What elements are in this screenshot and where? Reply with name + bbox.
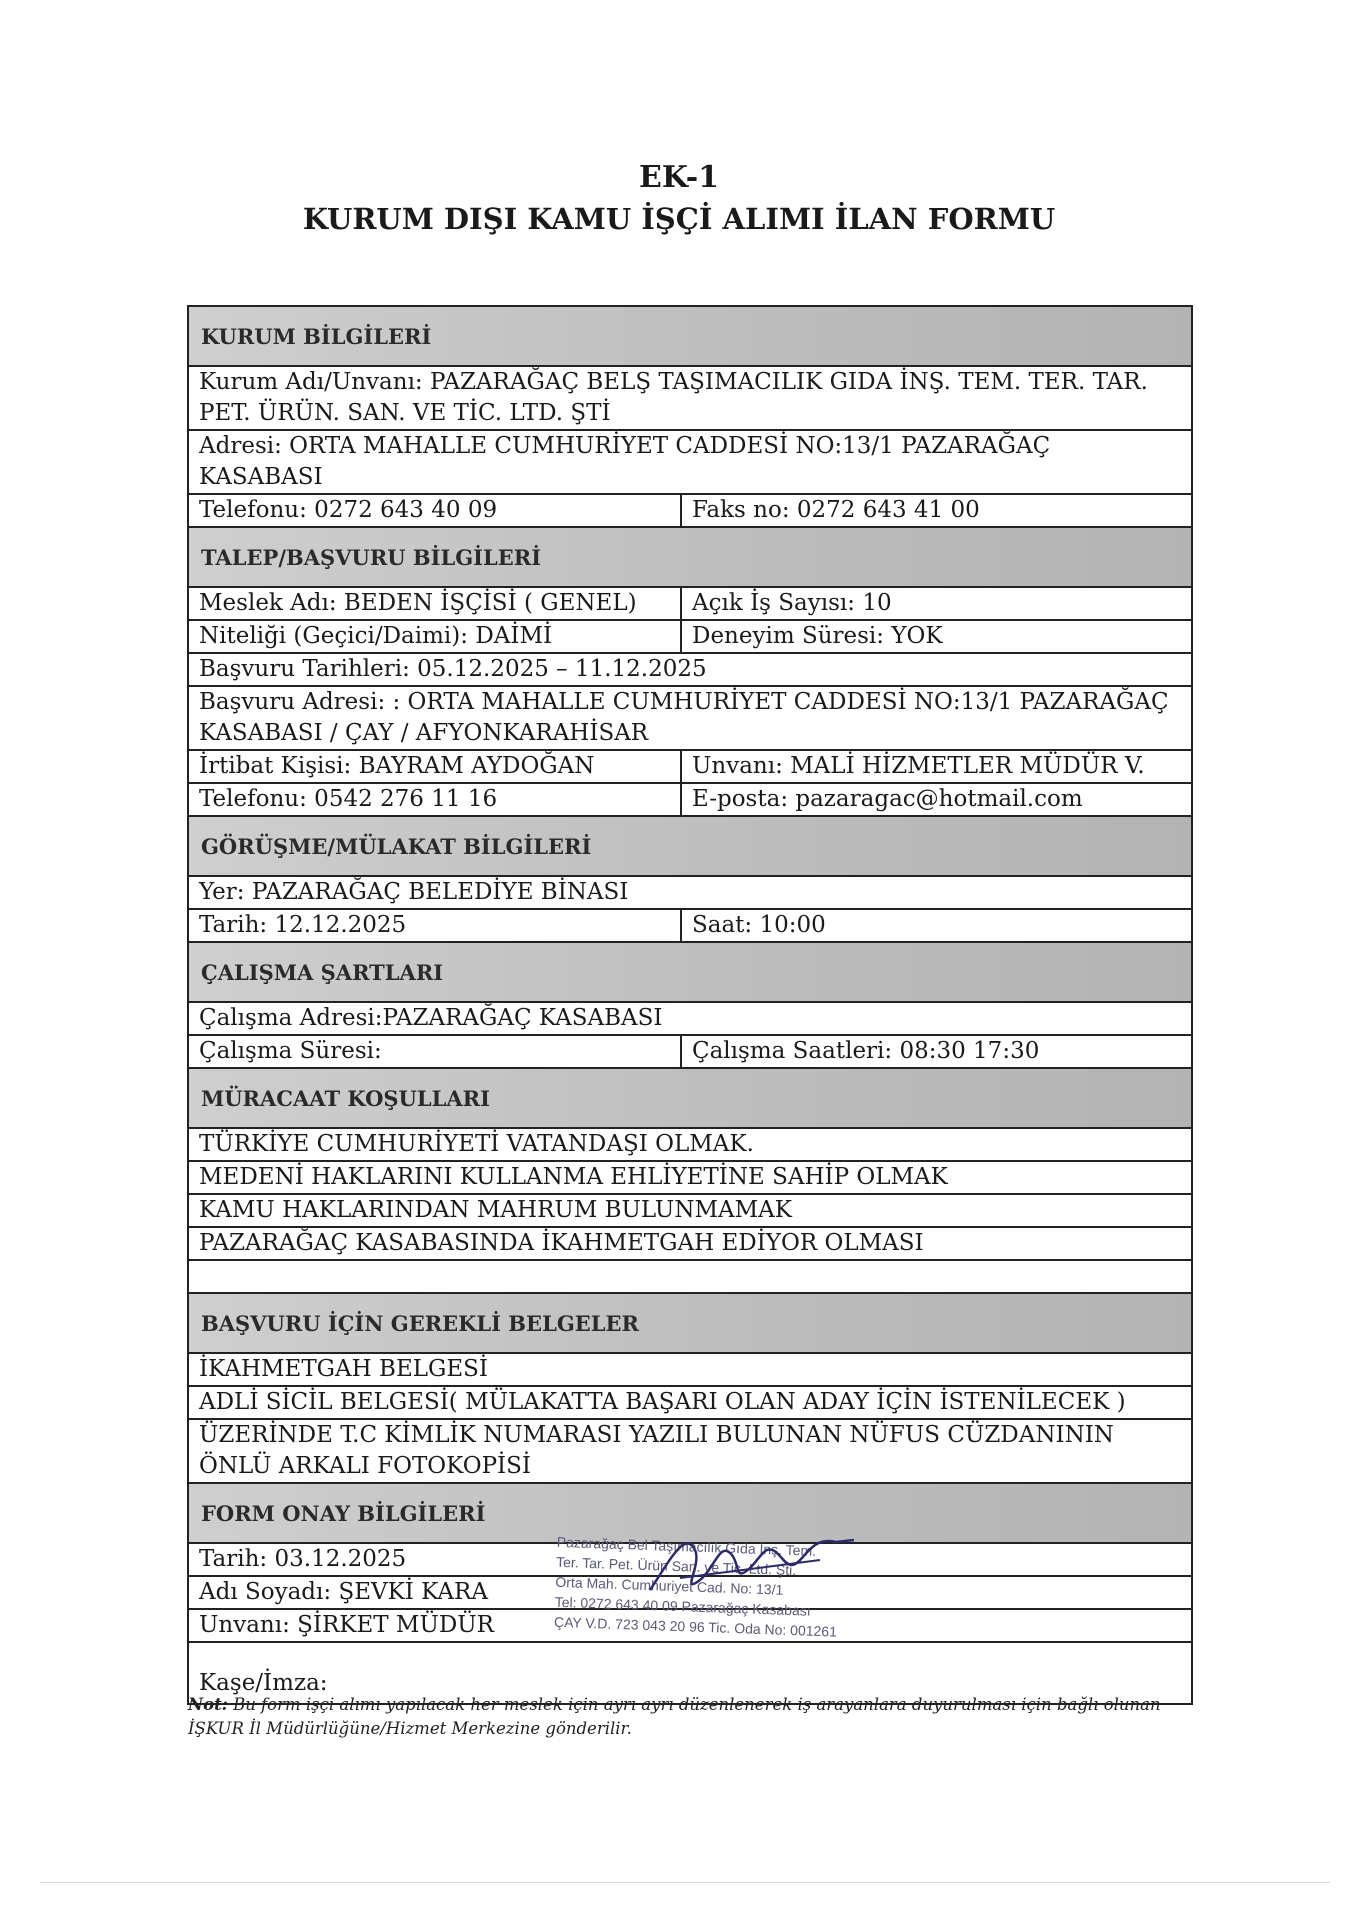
kurum-phone: Telefonu: 0272 643 40 09 [189,495,682,526]
form-code: EK-1 [638,160,720,195]
muracaat-kosul-3: KAMU HAKLARINDAN MAHRUM BULUNMAMAK [199,1197,792,1223]
section-gorusme-heading: GÖRÜŞME/MÜLAKAT BİLGİLERİ [189,817,1191,877]
muracaat-kosul-4: PAZARAĞAÇ KASABASINDA İKAHMETGAH EDİYOR OLMASI [199,1230,924,1256]
stamp-line: Tel: 0272 643 40 09 Pazarağaç Kasabası [554,1593,811,1619]
nitelik: Niteliği (Geçici/Daimi): DAİMİ [189,621,682,652]
gorusme-tarih: Tarih: 12.12.2025 [189,910,682,941]
section-talep-heading: TALEP/BAŞVURU BİLGİLERİ [189,528,1191,588]
basvuru-tarihleri: Başvuru Tarihleri: 05.12.2025 – 11.12.2025 [199,656,707,682]
calisma-saatleri: Çalışma Saatleri: 08:30 17:30 [692,1038,1040,1064]
kurum-name-row [189,367,1191,431]
irtibat-eposta: E-posta: pazaragac@hotmail.com [692,786,1083,812]
section-onay-heading: FORM ONAY BİLGİLERİ [189,1484,1191,1544]
gorusme-yer: Yer: PAZARAĞAÇ BELEDİYE BİNASI [199,879,629,905]
note-label: Not: [188,1695,228,1714]
calisma-row-1 [189,1003,1191,1036]
handwritten-signature [640,1520,860,1610]
kurum-address-row [189,431,1191,495]
irtibat-telefon: Telefonu: 0542 276 11 16 [189,784,682,815]
kurum-contact-row [189,495,1191,528]
muracaat-kosul-2: MEDENİ HAKLARINI KULLANMA EHLİYETİNE SAHİP OLMAK [199,1164,948,1190]
gorusme-row-2 [189,910,1191,943]
section-kurum-heading: KURUM BİLGİLERİ [189,307,1191,367]
stamp-line: ÇAY V.D. 723 043 20 96 Tic. Oda No: 001261 [553,1613,838,1640]
irtibat-unvan: Unvanı: MALİ HİZMETLER MÜDÜR V. [692,753,1145,779]
footnote [188,1693,1208,1741]
gorusme-saat: Saat: 10:00 [692,912,826,938]
basvuru-adresi: Başvuru Adresi: : ORTA MAHALLE CUMHURİYET CADDESİ NO:13/1 PAZARAĞAÇ KASABASI / ÇAY / AFYONKARAHİSAR [199,689,1169,746]
list-item [189,1420,1191,1484]
onay-adi-soyadi: Adı Soyadı: ŞEVKİ KARA [199,1579,488,1605]
list-item [189,1354,1191,1387]
form-title: KURUM DIŞI KAMU İŞÇİ ALIMI İLAN FORMU [302,202,1056,236]
list-item [189,1129,1191,1162]
talep-row-1 [189,588,1191,621]
stamp-line: Pazarağaç Bel Taşımacılık Gıda İnş. Tem. [556,1533,817,1559]
calisma-row-2 [189,1036,1191,1069]
meslek-adi: Meslek Adı: BEDEN İŞÇİSİ ( GENEL) [189,588,682,619]
talep-row-3 [189,654,1191,687]
muracaat-kosul-1: TÜRKİYE CUMHURİYETİ VATANDAŞI OLMAK. [199,1131,754,1157]
onay-unvan: Unvanı: ŞİRKET MÜDÜR [199,1612,494,1638]
belge-3: ÜZERİNDE T.C KİMLİK NUMARASI YAZILI BULUNAN NÜFUS CÜZDANININ ÖNLÜ ARKALI FOTOKOPİSİ [199,1422,1114,1479]
kurum-fax: Faks no: 0272 643 41 00 [692,497,980,523]
list-item [189,1162,1191,1195]
kurum-address: Adresi: ORTA MAHALLE CUMHURİYET CADDESİ NO:13/1 PAZARAĞAÇ KASABASI [199,433,1051,490]
gorusme-row-1 [189,877,1191,910]
irtibat-kisisi: İrtibat Kişisi: BAYRAM AYDOĞAN [189,751,682,782]
announcement-form-table [187,305,1193,1705]
kurum-name: Kurum Adı/Unvanı: PAZARAĞAÇ BELŞ TAŞIMACILIK GIDA İNŞ. TEM. TER. TAR. PET. ÜRÜN. SAN. VE TİC. LTD. ŞTİ [199,369,1148,426]
note-text: Bu form işçi alımı yapılacak her meslek için ayrı ayrı düzenlenerek iş arayanlara duyurulması için bağlı olunan İŞKUR İl Müdürlüğüne/Hizmet Merkezine gönderilir. [188,1695,1161,1738]
empty-row [189,1261,1191,1294]
list-item [189,1228,1191,1261]
calisma-adresi: Çalışma Adresi:PAZARAĞAÇ KASABASI [199,1005,663,1031]
talep-row-5 [189,751,1191,784]
talep-row-6 [189,784,1191,817]
kase-imza-label: Kaşe/İmza: [199,1670,328,1696]
section-muracaat-heading: MÜRACAAT KOŞULLARI [189,1069,1191,1129]
stamp-line: Orta Mah. Cumhuriyet Cad. No: 13/1 [555,1573,784,1598]
belge-1: İKAHMETGAH BELGESİ [199,1356,489,1382]
section-belgeler-heading: BAŞVURU İÇİN GEREKLİ BELGELER [189,1294,1191,1354]
deneyim-suresi: Deneyim Süresi: YOK [692,623,943,649]
onay-tarih: Tarih: 03.12.2025 [199,1546,407,1572]
list-item [189,1195,1191,1228]
list-item [189,1387,1191,1420]
calisma-suresi: Çalışma Süresi: [189,1036,682,1067]
belge-2: ADLİ SİCİL BELGESİ( MÜLAKATTA BAŞARI OLAN ADAY İÇİN İSTENİLECEK ) [199,1389,1126,1415]
talep-row-4 [189,687,1191,751]
stamp-line: Ter. Tar. Pet. Ürün San. ve Tic. Ltd. Şti. [555,1553,797,1579]
section-calisma-heading: ÇALIŞMA ŞARTLARI [189,943,1191,1003]
acik-is-sayisi: Açık İş Sayısı: 10 [692,590,892,616]
page-bottom-line [40,1882,1330,1883]
talep-row-2 [189,621,1191,654]
